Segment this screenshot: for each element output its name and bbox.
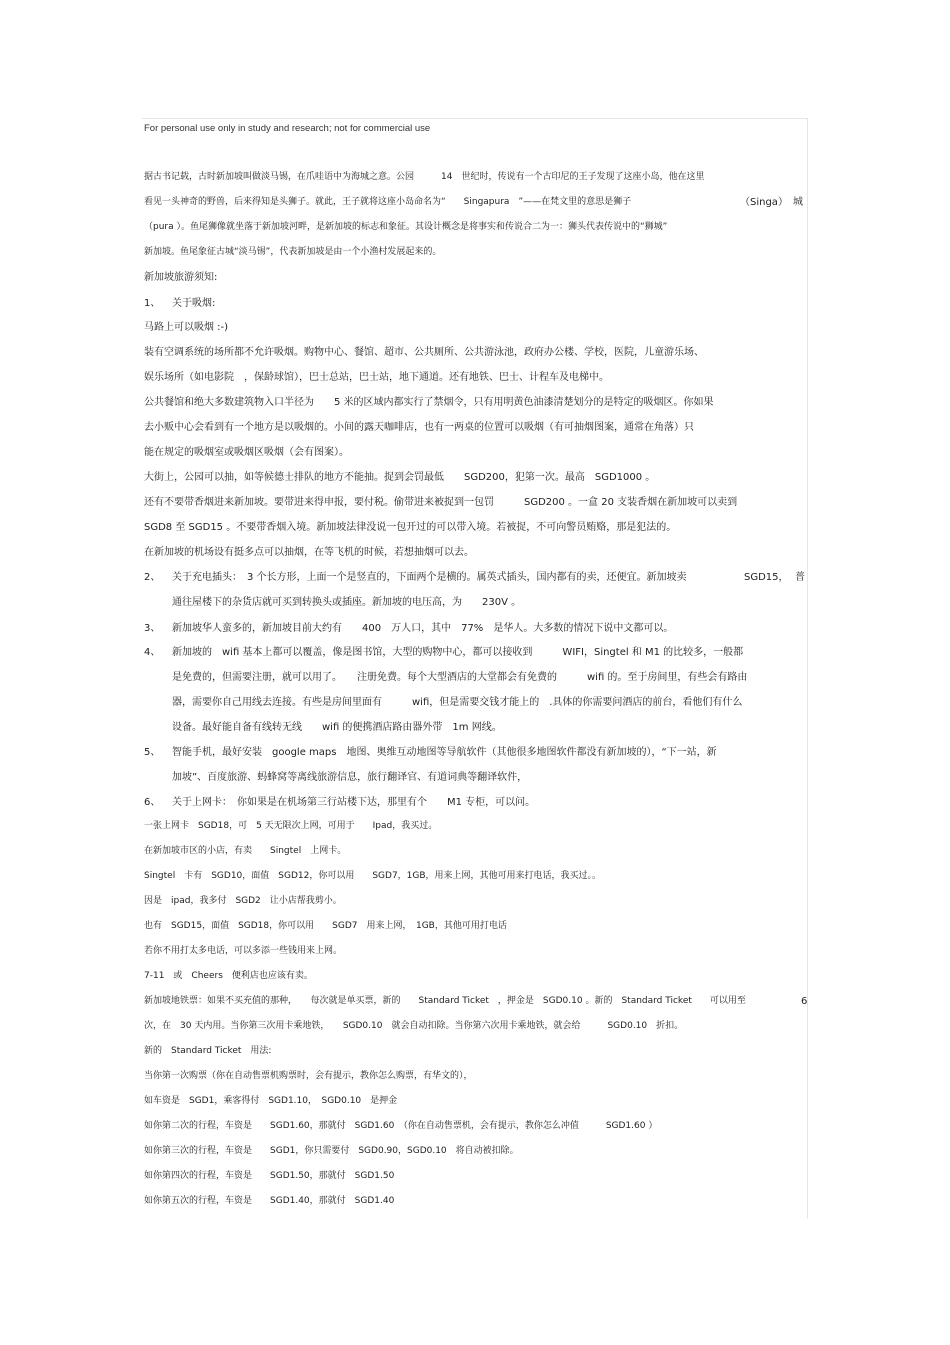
s1-line: 能在规定的吸烟室或吸烟区吸烟（会有图案）。 xyxy=(144,447,349,458)
s1-num: 1、 xyxy=(144,298,161,309)
s4-line: 器，需要你自己用线去连接。有些是房间里面有 wifi，但是需要交钱才能上的 .具体的你需要问酒店的前台，看他们有什么 xyxy=(172,697,743,708)
metro-line: 如你第三次的行程，车资是 SGD1，你只需要付 SGD0.90，SGD0.10 将自动被扣除。 xyxy=(144,1146,519,1156)
s4-line: 设备。最好能自备有线转无线 wifi 的便携酒店路由器外带 1m 网线。 xyxy=(172,722,502,733)
metro-line: 新的 Standard Ticket 用法: xyxy=(144,1046,272,1056)
s1-line: SGD8 至 SGD15 。不要带香烟入境。新加坡法律没说一包开过的可以带入境。若被捉，不可向警员贿赂，那是犯法的。 xyxy=(144,522,677,533)
s4-line: 新加坡的 wifi 基本上都可以覆盖，像是图书馆，大型的购物中心，都可以接收到 WIFI，Singtel 和 M1 的比较多，一般都 xyxy=(172,647,744,658)
intro-right-1: （Singa） xyxy=(740,197,788,208)
metro-line: 新加坡地铁票：如果不买充值的那种， 每次就是单买票，新的 Standard Ticket ，押金是 SGD0.10 。新的 Standard Ticket 可以用至 xyxy=(144,996,746,1006)
s6-line: 若你不用打太多电话，可以多添一些钱用来上网。 xyxy=(144,946,343,956)
metro-line: 如你第五次的行程，车资是 SGD1.40，那就付 SGD1.40 xyxy=(144,1196,395,1206)
s4-num: 4、 xyxy=(144,647,161,658)
s6-title: 关于上网卡： 你如果是在机场第三行站楼下达，那里有个 M1 专柜，可以问。 xyxy=(172,797,536,808)
metro-line: 次，在 30 天内用。当你第三次用卡乘地铁， SGD0.10 就会自动扣除。当你第六次用卡乘地铁，就会给 SGD0.10 折扣。 xyxy=(144,1021,684,1031)
s6-line: 因是 ipad，我多付 SGD2 让小店帮我剪小。 xyxy=(144,896,342,906)
s2-right-1: SGD15， xyxy=(744,572,789,583)
s4-line: 是免费的，但需要注册，就可以用了。 注册免费。每个大型酒店的大堂都会有免费的 wifi 的。至于房间里，有些会有路由 xyxy=(172,672,748,683)
intro-right-2: 城 xyxy=(793,197,803,208)
metro-right: 6 xyxy=(801,996,808,1007)
s1-line: 大街上，公园可以抽，如等候德士排队的地方不能抽。捉到会罚最低 SGD200，犯第一次。最高 SGD1000 。 xyxy=(144,472,656,483)
s6-line: 在新加坡市区的小店，有卖 Singtel 上网卡。 xyxy=(144,846,347,856)
notice-title: 新加坡旅游须知: xyxy=(144,272,218,283)
intro-line-3: （pura ）。鱼尾狮像就坐落于新加坡河畔，是新加坡的标志和象征。其设计概念是将事实和传说合二为一：狮头代表传说中的“狮城” xyxy=(144,222,668,232)
s1-line: 去小贩中心会看到有一个地方是以吸烟的。小间的露天咖啡店，也有一两桌的位置可以吸烟（有可抽烟图案，通常在角落）只 xyxy=(144,422,694,433)
s6-num: 6、 xyxy=(144,797,161,808)
s2-line: 关于充电插头： 3 个长方形，上面一个是竖直的，下面两个是横的。属英式插头，国内都有的卖，还便宜。新加坡卖 xyxy=(172,572,687,583)
s3-line: 新加坡华人蛮多的，新加坡目前大约有 400 万人口，其中 77% 是华人。大多数的情况下说中文都可以。 xyxy=(172,623,674,634)
header-note: For personal use only in study and research; not for commercial use xyxy=(144,123,431,134)
s2-line: 通往屋楼下的杂货店就可买到转换头或插座。新加坡的电压高，为 230V 。 xyxy=(172,597,522,608)
s1-line: 公共餐馆和绝大多数建筑物入口半径为 5 米的区域内都实行了禁烟令，只有用明黄色油漆清楚划分的是特定的吸烟区。你如果 xyxy=(144,397,714,408)
s5-line: 加坡”、百度旅游、蚂蜂窝等离线旅游信息，旅行翻译官、有道词典等翻译软件， xyxy=(172,772,528,783)
s1-title: 关于吸烟: xyxy=(172,298,216,309)
intro-line-4: 新加坡。鱼尾象征古城“淡马锡”，代表新加坡是由一个小渔村发展起来的。 xyxy=(144,247,442,257)
s2-right-2: 普 xyxy=(795,572,805,583)
intro-line-1: 据古书记载，古时新加坡叫做淡马锡，在爪哇语中为海城之意。公园 14 世纪时，传说有一个古印尼的王子发现了这座小岛，他在这里 xyxy=(144,172,705,182)
metro-line: 如车资是 SGD1，乘客得付 SGD1.10， SGD0.10 是押金 xyxy=(144,1096,398,1106)
s3-num: 3、 xyxy=(144,623,161,634)
s6-line: 7-11 或 Cheers 便利店也应该有卖。 xyxy=(144,971,313,981)
s1-line: 在新加坡的机场设有挺多点可以抽烟，在等飞机的时候，若想抽烟可以去。 xyxy=(144,547,474,558)
s1-line: 装有空调系统的场所都不允许吸烟。购物中心、餐馆、超市、公共厕所、公共游泳池，政府办公楼、学校，医院，儿童游乐场、 xyxy=(144,347,704,358)
s1-line: 马路上可以吸烟 :-) xyxy=(144,322,229,333)
metro-line: 如你第二次的行程，车资是 SGD1.60，那就付 SGD1.60 （你在自动售票机，会有提示，教你怎么冲值 SGD1.60 ） xyxy=(144,1121,658,1131)
s5-num: 5、 xyxy=(144,747,161,758)
metro-line: 当你第一次购票（你在自动售票机购票时，会有提示，教你怎么购票，有华文的）， xyxy=(144,1071,473,1081)
s5-line: 智能手机，最好安装 google maps 地图、奥维互动地图等导航软件（其他很多地图软件都没有新加坡的），“下一站，新 xyxy=(172,747,717,758)
s6-line: 一张上网卡 SGD18，可 5 天无限次上网，可用于 Ipad，我买过。 xyxy=(144,821,438,831)
intro-line-2: 看见一头神奇的野兽，后来得知是头狮子。就此，王子就将这座小岛命名为“ Singapura ”——在梵文里的意思是狮子 xyxy=(144,197,632,207)
metro-line: 如你第四次的行程，车资是 SGD1.50，那就付 SGD1.50 xyxy=(144,1171,395,1181)
s1-line: 还有不要带香烟进来新加坡。要带进来得申报，要付税。偷带进来被捉到一包罚 SGD200 。一盒 20 支装香烟在新加坡可以卖到 xyxy=(144,497,738,508)
s1-line: 娱乐场所（如电影院 ，保龄球馆），巴士总站，巴士站，地下通道。还有地铁、巴士、计程车及电梯中。 xyxy=(144,372,609,383)
s2-num: 2、 xyxy=(144,572,161,583)
s6-line: 也有 SGD15，面值 SGD18，你可以用 SGD7 用来上网， 1GB，其他可用打电话 xyxy=(144,921,507,931)
s6-line: Singtel 卡有 SGD10，面值 SGD12，你可以用 SGD7，1GB，用来上网，其他可用来打电话，我买过。。 xyxy=(144,871,602,881)
